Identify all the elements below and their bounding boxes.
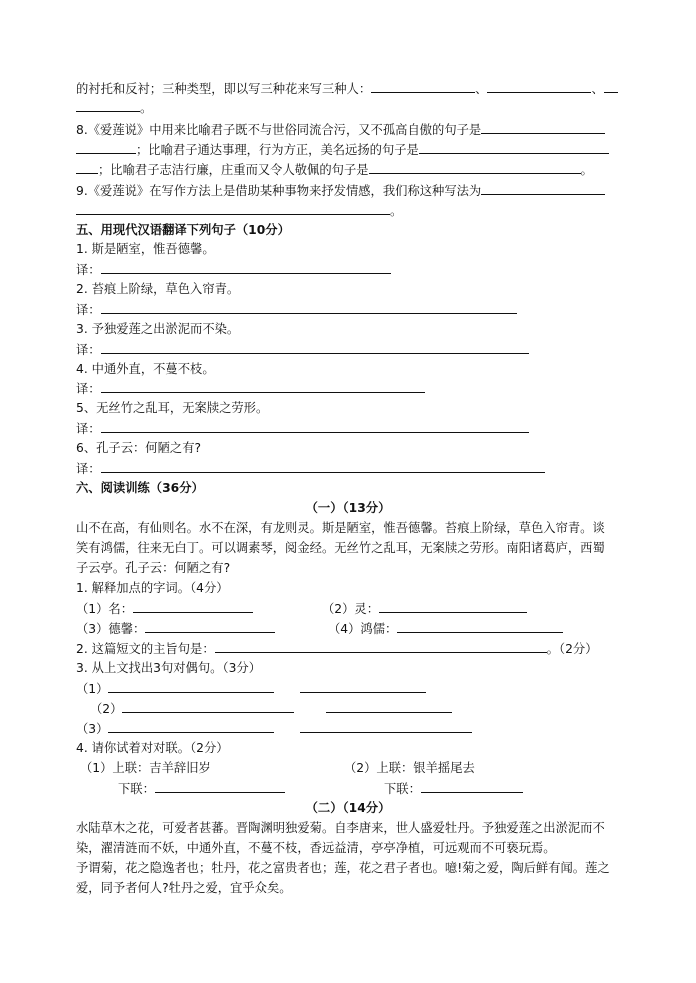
translation-blank[interactable]: [101, 261, 391, 274]
translation-blank[interactable]: [101, 301, 517, 314]
q9-line1: [76, 182, 605, 199]
p1-q4: 4. 请你试着对对联。（2分）: [76, 741, 229, 755]
p1-q3-row2: [90, 700, 294, 717]
answer-blank[interactable]: [397, 620, 563, 633]
section6-heading: 六、阅读训练（36分）: [76, 481, 204, 495]
passage1-line: 笑有鸿儒，往来无白丁。可以调素琴，阅金经。无丝竹之乱耳，无案牍之劳形。南阳诸葛庐，西蜀: [76, 541, 605, 555]
q8-text: ；比喻君子通达事理，行为方正，美名远扬的句子是: [136, 143, 419, 157]
answer-blank[interactable]: [76, 202, 390, 215]
answer-blank[interactable]: [604, 80, 618, 93]
period: 。: [390, 204, 403, 218]
translation-blank[interactable]: [101, 380, 425, 393]
p1-q3-row1: [76, 680, 274, 697]
answer-blank[interactable]: [122, 700, 294, 713]
separator: 、: [475, 82, 488, 96]
couplet-2-answer: [384, 780, 523, 797]
q8-line1: [76, 121, 605, 138]
q9-line2: [76, 202, 402, 219]
q9-text: 9.《爱莲说》在写作方法上是借助某种事物来抒发情感，我们称这种写法为: [76, 184, 482, 198]
q8-text: 8.《爱莲说》中用来比喻君子既不与世俗同流合污，又不孤高自傲的句子是: [76, 123, 482, 137]
passage2-line: 染，濯清涟而不妖，中通外直，不蔓不枝，香远益清，亭亭净植，可远观而不可亵玩焉。: [76, 841, 556, 855]
xl-label: 下联：: [118, 782, 155, 796]
answer-blank[interactable]: [371, 80, 475, 93]
answer-blank[interactable]: [421, 780, 523, 793]
p1-q2: [76, 640, 598, 657]
period: 。: [580, 163, 593, 177]
translation-line: [76, 420, 529, 437]
answer-blank[interactable]: [379, 600, 527, 613]
couplet-2: （2）上联：银羊摇尾去: [344, 761, 475, 775]
q8-text: ；比喻君子志洁行廉，庄重而又令人敬佩的句子是: [98, 163, 369, 177]
answer-blank[interactable]: [419, 141, 609, 154]
answer-blank[interactable]: [326, 712, 452, 713]
passage2-line: 水陆草木之花，可爱者甚蕃。晋陶渊明独爱菊。自李唐来，世人盛爱牡丹。予独爱莲之出淤泥而不: [76, 821, 605, 835]
xl-label: 下联：: [384, 782, 421, 796]
passage2-line: 予谓菊，花之隐逸者也；牡丹，花之富贵者也；莲，花之君子者也。噫!菊之爱，陶后鲜有闻。莲之: [76, 861, 610, 875]
answer-blank[interactable]: [369, 161, 581, 174]
s5-item-2: 2. 苔痕上阶绿，草色入帘青。: [76, 282, 240, 296]
section5-heading: 五、用现代汉语翻译下列句子（10分）: [76, 223, 290, 237]
answer-blank[interactable]: [300, 732, 472, 733]
s5-item-4: 4. 中通外直，不蔓不枝。: [76, 362, 215, 376]
p1-q1-row1: [76, 600, 253, 617]
s5-item-5: 5、无丝竹之乱耳，无案牍之劳形。: [76, 401, 269, 415]
item-number: （2）: [90, 702, 123, 716]
answer-blank[interactable]: [300, 692, 426, 693]
p1-q3-row3: [76, 720, 274, 737]
translation-line: [76, 341, 529, 358]
item-number: （1）: [76, 682, 109, 696]
answer-blank[interactable]: [76, 161, 98, 174]
answer-blank[interactable]: [487, 80, 591, 93]
q7-line2: [76, 99, 152, 116]
passage1-title: （一）（13分）: [305, 501, 391, 515]
q8-line2: [76, 141, 609, 158]
translation-line: [76, 261, 391, 278]
q2-text: 2. 这篇短文的主旨句是：: [76, 642, 215, 656]
translation-blank[interactable]: [101, 341, 529, 354]
passage2-title: （二）（14分）: [305, 801, 391, 815]
separator: 、: [591, 82, 604, 96]
answer-blank[interactable]: [108, 680, 274, 693]
yi-label: 译：: [76, 303, 101, 317]
yi-label: 译：: [76, 462, 101, 476]
answer-blank[interactable]: [76, 141, 136, 154]
yi-label: 译：: [76, 422, 101, 436]
item-label: （3）德馨：: [76, 622, 146, 636]
s5-item-6: 6、孔子云：何陋之有?: [76, 441, 202, 455]
answer-blank[interactable]: [145, 620, 275, 633]
answer-blank[interactable]: [215, 640, 547, 653]
answer-blank[interactable]: [76, 99, 140, 112]
passage2-line: 爱，同予者何人?牡丹之爱，宜乎众矣。: [76, 881, 292, 895]
answer-blank[interactable]: [108, 720, 274, 733]
s5-item-3: 3. 予独爱莲之出淤泥而不染。: [76, 322, 240, 336]
q2-score: 。（2分）: [546, 642, 598, 656]
couplet-1-answer: [118, 780, 285, 797]
item-number: （3）: [76, 722, 109, 736]
yi-label: 译：: [76, 343, 101, 357]
p1-q3: 3. 从上文找出3句对偶句。（3分）: [76, 661, 261, 675]
translation-line: [76, 301, 517, 318]
q8-line3: [76, 161, 593, 178]
answer-blank[interactable]: [155, 780, 285, 793]
q7-continued: [76, 80, 618, 97]
item-label: （4）鸿儒：: [328, 622, 398, 636]
item-label: （2）灵：: [322, 602, 380, 616]
item-label: （1）名：: [76, 602, 134, 616]
period: 。: [140, 101, 153, 115]
answer-blank[interactable]: [133, 600, 253, 613]
passage1-line: 子云亭。孔子云：何陋之有?: [76, 561, 231, 575]
answer-blank[interactable]: [481, 121, 605, 134]
couplet-1: （1）上联：吉羊辞旧岁: [80, 761, 211, 775]
translation-blank[interactable]: [101, 460, 545, 473]
yi-label: 译：: [76, 382, 101, 396]
translation-line: [76, 460, 545, 477]
s5-item-1: 1. 斯是陋室，惟吾德馨。: [76, 242, 215, 256]
answer-blank[interactable]: [481, 182, 605, 195]
p1-q1-row2b: [328, 620, 563, 637]
passage1-line: 山不在高，有仙则名。水不在深，有龙则灵。斯是陋室，惟吾德馨。苔痕上阶绿，草色入帘青。谈: [76, 521, 605, 535]
translation-line: [76, 380, 425, 397]
p1-q1: 1. 解释加点的字词。（4分）: [76, 581, 229, 595]
q7-text: 的衬托和反衬；三种类型，即以写三种花来写三种人：: [76, 82, 372, 96]
p1-q1-row2: [76, 620, 275, 637]
translation-blank[interactable]: [101, 420, 529, 433]
yi-label: 译：: [76, 263, 101, 277]
p1-q1-row1b: [322, 600, 527, 617]
